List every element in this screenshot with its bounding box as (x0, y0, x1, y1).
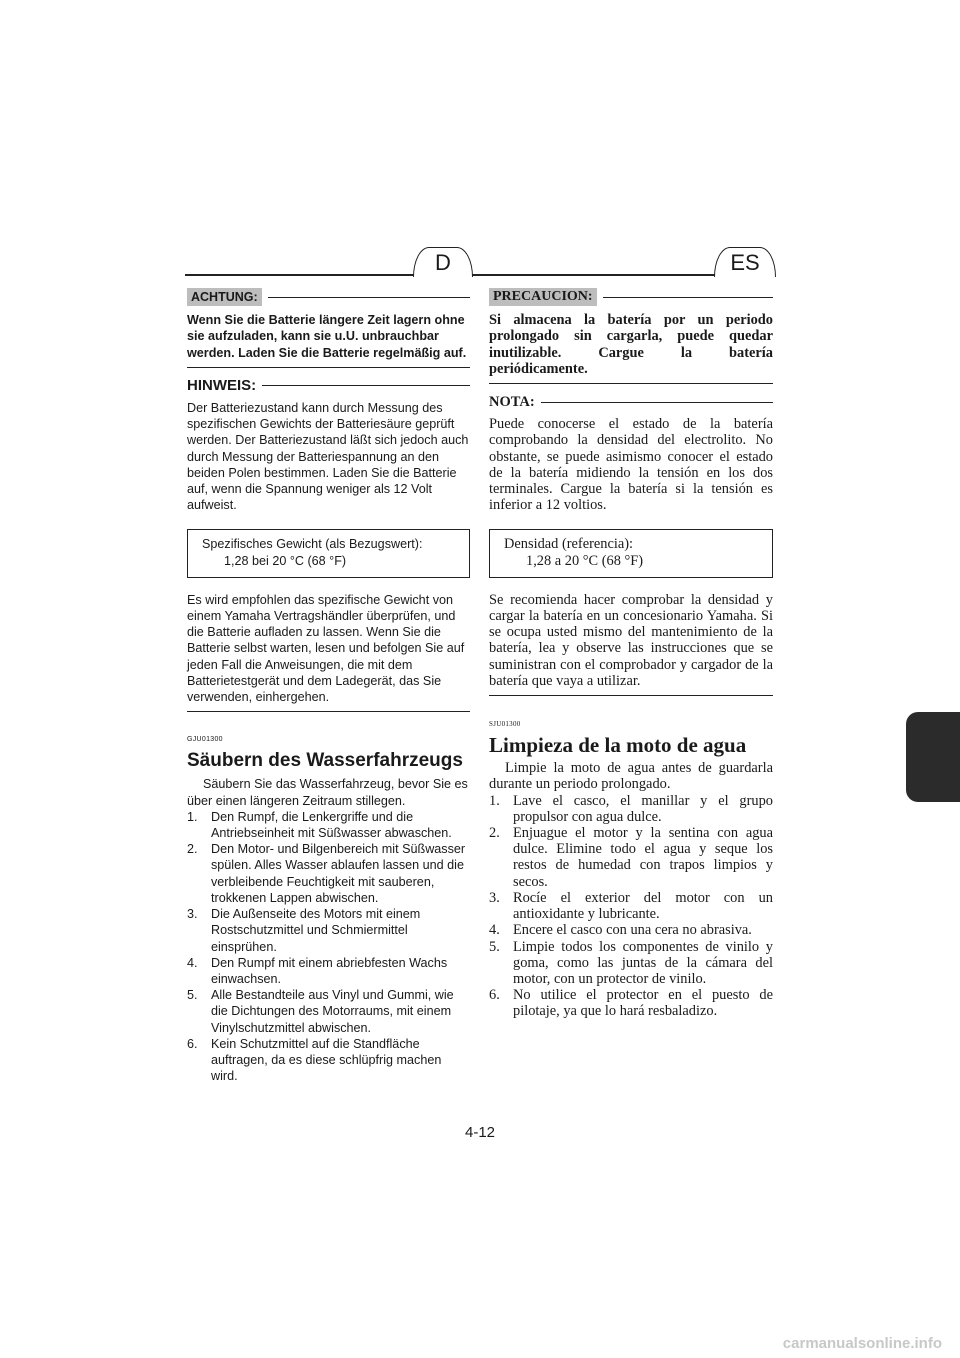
specification-box (489, 529, 773, 577)
cleaning-steps-list (187, 809, 470, 1084)
note-text: Der Batteriezustand kann durch Messung des spezifischen Gewichts der Batteriesäure geprüft werden. Der Batteriezustand läßt sich jedoch auch durch Messung der Batteriespannung an den beiden Polen bestimmen. Laden Sie die Batterie auf, wenn die Spannung weniger als 12 Volt aufweist. (187, 401, 469, 513)
specification-box (187, 529, 470, 577)
list-item (489, 825, 773, 890)
caution-end-rule (187, 367, 470, 368)
section-title: Säubern des Wasserfahrzeugs (187, 750, 463, 772)
specification-label: Spezifisches Gewicht (als Bezugswert): (202, 537, 423, 552)
list-item (489, 793, 773, 825)
step-text: Die Außenseite des Motors mit einem Rostschutzmittel und Schmiermittel einsprühen. (211, 907, 421, 954)
section-code: GJU01300 (187, 736, 223, 744)
step-number: 5. (187, 988, 198, 1003)
recommendation-text: Se recomienda hacer comprobar la densidad y cargar la batería en un concesionario Yamaha. Si se ocupa usted mismo del mantenimiento de la batería, lea y observe las instrucciones que se suministran con el comprobador y cargador de la batería que vaya a utilizar. (489, 591, 773, 689)
step-number: 3. (489, 889, 500, 906)
list-item (489, 939, 773, 988)
list-item (187, 1036, 470, 1085)
step-number: 2. (187, 842, 198, 857)
step-text: Limpie todos los componentes de vinilo y goma, como las juntas de la cámara del motor, con un protector de vinilo. (513, 938, 773, 987)
language-tab-german: D (413, 247, 473, 277)
step-number: 4. (489, 922, 500, 939)
chapter-thumb-tab (906, 712, 960, 802)
section-intro: Limpie la moto de agua antes de guardarla durante un periodo prolongado. (489, 760, 773, 793)
caution-heading (489, 288, 773, 306)
cleaning-steps-list (489, 793, 773, 1020)
caution-text: Wenn Sie die Batterie längere Zeit lagern ohne sie aufzuladen, kann sie u.U. unbrauchbar werden. Laden Sie die Batterie regelmäßig auf. (187, 313, 467, 360)
note-heading (489, 394, 773, 410)
list-item (187, 955, 470, 987)
heading-rule (541, 402, 773, 403)
language-tab-spanish: ES (714, 247, 776, 277)
list-item (489, 987, 773, 1019)
step-text: Kein Schutzmittel auf die Standfläche auftragen, da es diese schlüpfrig machen wird. (211, 1036, 442, 1084)
header-rule (185, 274, 775, 276)
specification-value: 1,28 a 20 °C (68 °F) (526, 552, 644, 569)
note-label: HINWEIS: (187, 376, 257, 394)
step-number: 4. (187, 955, 198, 970)
step-text: Alle Bestandteile aus Vinyl und Gummi, wie die Dichtungen des Motorraums, mit einem Vinylschutzmittel abwischen. (211, 988, 454, 1035)
recommendation-text: Es wird empfohlen das spezifische Gewicht von einem Yamaha Vertragshändler überprüfen, und die Batterie aufladen zu lassen. Wenn Sie die Batterie selbst warten, lesen und befolgen Sie auf jeden Fall die Anweisungen, die mit dem Batterietestgerät und dem Ladegerät, das Sie verwenden, einhergehen. (187, 592, 465, 705)
step-text: Enjuague el motor y la sentina con agua dulce. Elimine todo el agua y seque los restos de humedad con trapos limpios y secos. (513, 825, 773, 890)
step-text: Den Rumpf mit einem abriebfesten Wachs einwachsen. (211, 955, 448, 986)
note-text: Puede conocerse el estado de la batería comprobando la densidad del electrolito. No obstante, se puede asimismo conocer el estado de la batería midiendo la tensión en los dos terminales. Cargue la batería si la tensión es inferior a 12 voltios. (489, 416, 773, 514)
section-intro: Säubern Sie das Wasserfahrzeug, bevor Sie es über einen längeren Zeitraum stillegen. (187, 777, 468, 808)
step-number: 6. (187, 1036, 198, 1051)
section-code: SJU01300 (489, 720, 521, 729)
step-text: Den Motor- und Bilgenbereich mit Süßwasser spülen. Alles Wasser ablaufen lassen und die verbleibende Feuchtigkeit mit sauberen, trokkenen Lappen abwischen. (211, 842, 466, 905)
page-number: 4-12 (464, 1124, 496, 1141)
step-number: 6. (489, 987, 500, 1004)
specification-label: Densidad (referencia): (504, 536, 634, 553)
heading-rule (268, 297, 470, 298)
step-text: Lave el casco, el manillar y el grupo propulsor con agua dulce. (513, 792, 773, 825)
step-number: 1. (489, 792, 500, 809)
heading-rule (603, 297, 773, 298)
step-text: Den Rumpf, die Lenkergriffe und die Antriebseinheit mit Süßwasser abwaschen. (211, 809, 452, 841)
german-column (187, 288, 470, 1084)
caution-label: ACHTUNG: (187, 288, 262, 306)
caution-label: PRECAUCION: (489, 288, 597, 306)
heading-rule (262, 385, 470, 386)
step-text: Rocíe el exterior del motor con un antioxidante y lubricante. (513, 889, 773, 923)
watermark-text: carmanualsonline.info (782, 1335, 942, 1352)
list-item (187, 809, 470, 841)
step-text: Encere el casco con una cera no abrasiva. (513, 922, 752, 939)
step-number: 3. (187, 907, 198, 922)
list-item (187, 987, 470, 1036)
list-item (489, 890, 773, 922)
note-end-rule (489, 695, 773, 696)
section-title: Limpieza de la moto de agua (489, 733, 747, 758)
list-item (187, 906, 470, 955)
caution-end-rule (489, 383, 773, 384)
note-end-rule (187, 711, 470, 712)
list-item (489, 922, 773, 938)
list-item (187, 841, 470, 906)
spanish-column (489, 288, 773, 1020)
caution-text: Si almacena la batería por un periodo prolongado sin cargarla, puede quedar inutilizable. Cargue la batería periódicamente. (489, 312, 773, 377)
step-text: No utilice el protector en el puesto de pilotaje, ya que lo hará resbaladizo. (513, 987, 773, 1020)
caution-heading (187, 288, 470, 306)
step-number: 1. (187, 809, 198, 824)
note-label: NOTA: (489, 394, 535, 411)
specification-value: 1,28 bei 20 °C (68 °F) (224, 553, 347, 568)
step-number: 5. (489, 938, 500, 955)
step-number: 2. (489, 825, 500, 842)
note-heading (187, 378, 470, 394)
